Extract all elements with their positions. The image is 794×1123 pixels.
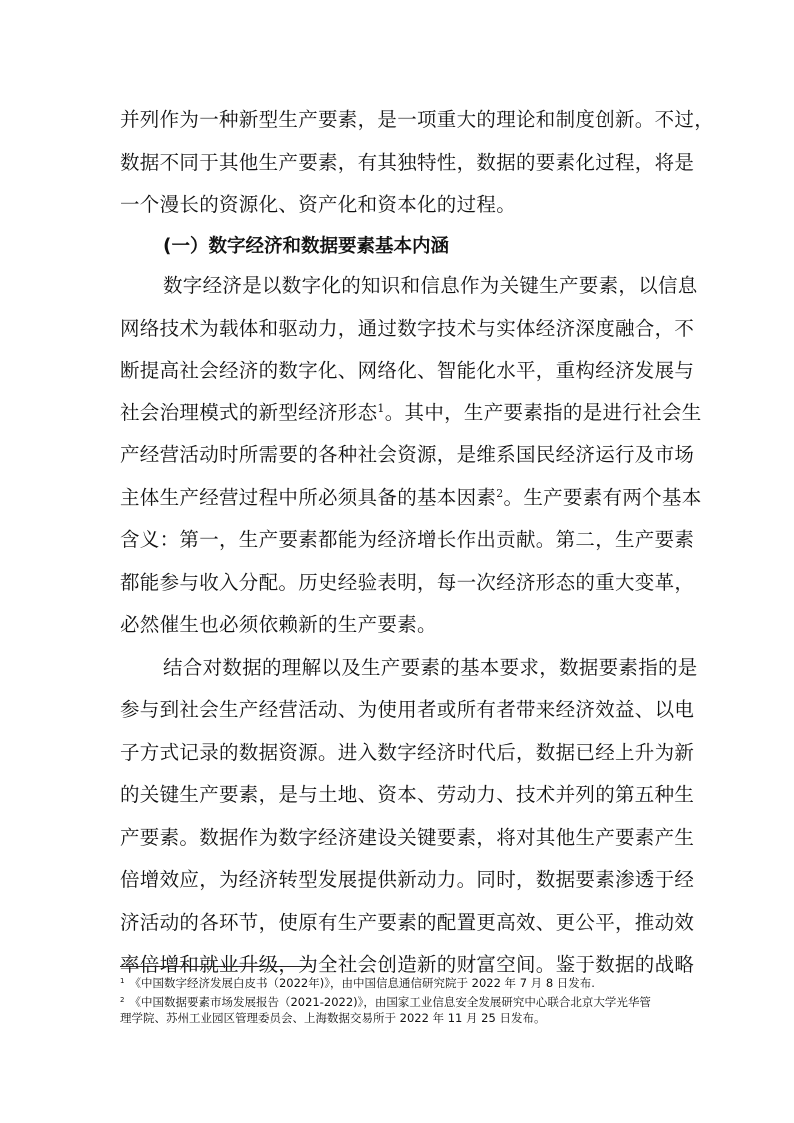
footnote-mark: 1 bbox=[120, 977, 125, 985]
body-line: 产经营活动时所需要的各种社会资源，是维系国民经济运行及市场 bbox=[120, 443, 695, 466]
body-line: 数字经济是以数字化的知识和信息作为关键生产要素，以信息 bbox=[163, 274, 698, 297]
body-line: 率倍增和就业升级，为全社会创造新的财富空间。鉴于数据的战略 bbox=[120, 953, 695, 976]
footnote-ref: 1 bbox=[377, 402, 385, 415]
body-line bbox=[120, 396, 702, 430]
footnote-text: 《中国数字经济发展白皮书（2022年)》，由中国信息通信研究院于 2022 年 7 月 8 日发布. bbox=[129, 976, 595, 990]
body-line: 网络技术为载体和驱动力，通过数字技术与实体经济深度融合，不 bbox=[120, 317, 695, 340]
body-text: 。生产要素有两个基本 bbox=[503, 486, 702, 509]
body-line: 子方式记录的数据资源。进入数字经济时代后，数据已经上升为新 bbox=[120, 741, 695, 764]
body-line: 断提高社会经济的数字化、网络化、智能化水平，重构经济发展与 bbox=[120, 359, 695, 382]
footnote bbox=[120, 973, 680, 992]
body-line: 倍增效应，为经济转型发展提供新动力。同时，数据要素渗透于经 bbox=[120, 868, 695, 891]
body-text: 社会治理模式的新型经济形态 bbox=[120, 401, 378, 424]
footnote-text: 《中国数据要素市场发展报告（2021-2022)》，由国家工业信息安全发展研究中心联合北京大学光华管 bbox=[129, 995, 651, 1009]
body-line: 参与到社会生产经营活动、为使用者或所有者带来经济效益、以电 bbox=[120, 698, 695, 721]
body-line: 数据不同于其他生产要素，有其独特性，数据的要素化过程，将是 bbox=[120, 151, 695, 174]
body-text: 主体生产经营过程中所必须具备的基本因素 bbox=[120, 486, 497, 509]
body-line bbox=[120, 481, 702, 515]
body-text: 。其中，生产要素指的是进行社会生 bbox=[384, 401, 702, 424]
body-line: 结合对数据的理解以及生产要素的基本要求，数据要素指的是 bbox=[163, 656, 698, 679]
body-line: 济活动的各环节，使原有生产要素的配置更高效、更公平，推动效 bbox=[120, 911, 695, 934]
body-line: 并列作为一种新型生产要素，是一项重大的理论和制度创新。不过， bbox=[120, 108, 715, 131]
body-line: 一个漫长的资源化、资产化和资本化的过程。 bbox=[120, 193, 517, 216]
body-line: 都能参与收入分配。历史经验表明，每一次经济形态的重大变革， bbox=[120, 571, 695, 594]
body-line: 含义：第一，生产要素都能为经济增长作出贡献。第二，生产要素 bbox=[120, 528, 695, 551]
footnote-mark: 2 bbox=[120, 996, 125, 1004]
footnote bbox=[120, 992, 680, 1011]
section-heading: (一）数字经济和数据要素基本内涵 bbox=[163, 236, 449, 257]
footnote-ref: 2 bbox=[496, 487, 504, 500]
body-line: 的关键生产要素，是与土地、资本、劳动力、技术并列的第五种生 bbox=[120, 783, 695, 806]
body-line: 必然催生也必须依赖新的生产要素。 bbox=[120, 613, 437, 636]
footnote bbox=[120, 1010, 680, 1027]
footnote-text: 理学院、苏州工业园区管理委员会、上海数据交易所于 2022 年 11 月 25 日发布。 bbox=[120, 1011, 546, 1025]
footnote-separator bbox=[120, 966, 312, 967]
body-line: 产要素。数据作为数字经济建设关键要素，将对其他生产要素产生 bbox=[120, 826, 695, 849]
